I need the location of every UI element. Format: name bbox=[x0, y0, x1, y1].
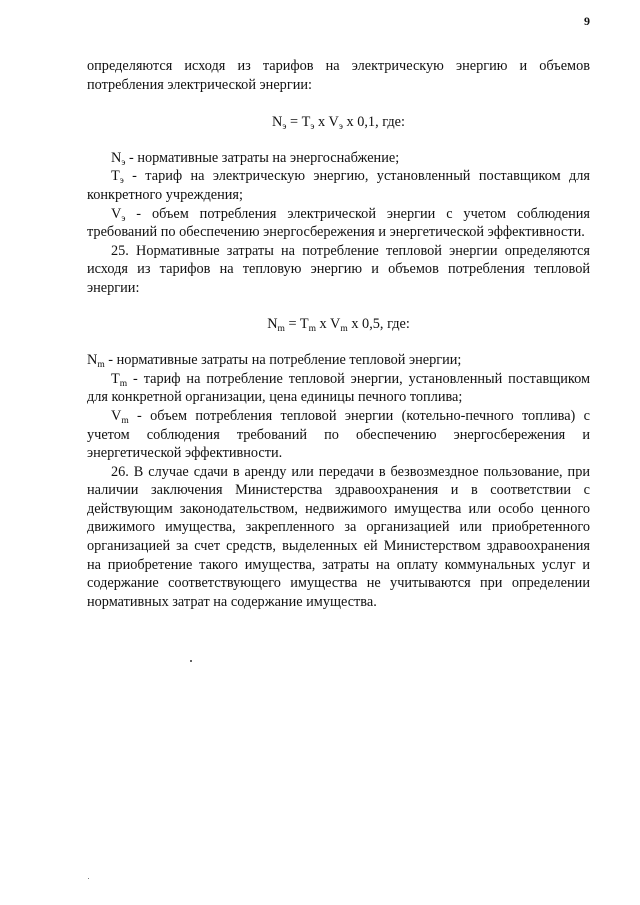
intro-paragraph: определяются исходя из тарифов на электрическую энергию и объемов потребления электрической энергии: bbox=[87, 58, 590, 93]
formula-tail: x 0,5, где: bbox=[347, 315, 410, 332]
definition-text: - нормативные затраты на потребление тепловой энергии; bbox=[104, 352, 462, 369]
definition-subscript: m bbox=[121, 415, 129, 426]
definition-text: - тариф на электрическую энергию, установленный поставщиком для конкретного учреждения; bbox=[87, 168, 590, 203]
formula-subscript: m bbox=[277, 323, 285, 334]
definition-text: - объем потребления тепловой энергии (котельно-печного топлива) с учетом соблюдения требований по обеспечению энергосбережения и энергетической эффективности. bbox=[87, 407, 590, 462]
page-number: 9 bbox=[584, 14, 590, 28]
definition-t-heat bbox=[87, 370, 590, 407]
formula-symbol: N bbox=[267, 315, 278, 332]
formula-operator: x bbox=[314, 114, 329, 131]
definition-subscript: э bbox=[121, 157, 126, 168]
scan-speck bbox=[88, 878, 89, 879]
formula-subscript: э bbox=[338, 122, 343, 133]
item-25-paragraph: 25. Нормативные затраты на потребление тепловой энергии определяются исходя из тарифов на тепловую энергию и объемов потребления тепловой энергии: bbox=[87, 242, 590, 296]
formula-electric bbox=[87, 113, 590, 132]
item-26-paragraph: 26. В случае сдачи в аренду или передачи в безвозмездное пользование, при наличии заключения Министерства здравоохранения и в соответствии с действующим законодательством, недвижимого имущества или особо ценного движимого имущества, закрепленного за организацией или приобретенного организацией за счет средств, выделенных ей Министерством здравоохранения на приобретение такого имущества, затраты на оплату коммунальных услуг и содержание соответствующего имущества не учитываются при определении нормативных затрат на содержание имущества. bbox=[87, 463, 590, 610]
definition-symbol: V bbox=[111, 407, 122, 424]
definition-t-electric bbox=[87, 167, 590, 204]
formula-symbol: N bbox=[272, 114, 283, 131]
formula-subscript: э bbox=[310, 122, 315, 133]
definition-n-electric bbox=[87, 149, 590, 168]
formula-operator: = bbox=[284, 315, 300, 332]
formula-symbol: V bbox=[330, 315, 341, 332]
definition-subscript: m bbox=[119, 378, 128, 389]
scan-speck bbox=[190, 660, 192, 662]
formula-heat bbox=[87, 315, 590, 334]
formula-subscript: m bbox=[308, 323, 316, 334]
formula-subscript: m bbox=[340, 323, 348, 334]
definition-text: - нормативные затраты на энергоснабжение; bbox=[125, 149, 400, 166]
formula-tail: x 0,1, где: bbox=[342, 114, 405, 131]
definition-symbol: N bbox=[111, 149, 122, 166]
formula-symbol: T bbox=[301, 114, 311, 131]
definition-subscript: m bbox=[97, 360, 105, 371]
definition-text: - объем потребления электрической энергии с учетом соблюдения требований по обеспечению энергосбережения и энергетической эффективности. bbox=[87, 205, 590, 241]
definition-symbol: T bbox=[111, 370, 120, 387]
formula-symbol: V bbox=[328, 114, 339, 131]
definition-symbol: V bbox=[111, 205, 122, 222]
definition-v-electric bbox=[87, 205, 590, 242]
definition-v-heat bbox=[87, 407, 590, 463]
definition-text: - тариф на потребление тепловой энергии, установленный поставщиком для конкретной организации, цена единицы печного топлива; bbox=[87, 370, 590, 406]
document-body bbox=[87, 57, 590, 611]
definition-symbol: N bbox=[87, 352, 98, 369]
formula-operator: x bbox=[315, 315, 331, 332]
formula-subscript: э bbox=[282, 122, 287, 133]
definition-n-heat bbox=[87, 351, 590, 370]
definition-subscript: э bbox=[121, 213, 126, 224]
definition-symbol: T bbox=[111, 168, 120, 185]
formula-symbol: T bbox=[299, 315, 309, 332]
formula-operator: = bbox=[286, 114, 302, 131]
definition-subscript: э bbox=[119, 176, 124, 187]
